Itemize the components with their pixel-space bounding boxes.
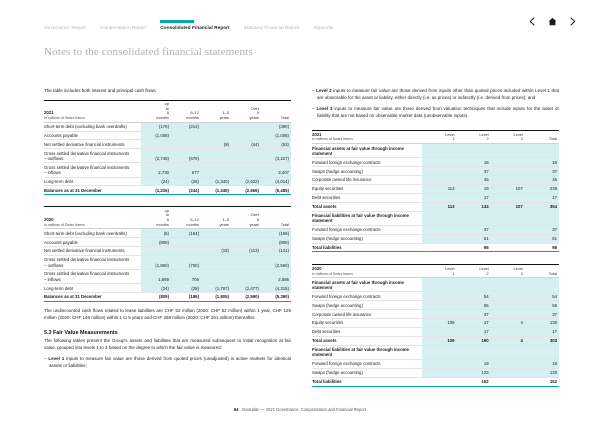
row-label: Equity securities: [312, 319, 422, 328]
table-total-row: [44, 186, 291, 195]
page-title: Notes to the consolidated financial statements: [44, 46, 253, 58]
table-row: [312, 225, 559, 234]
row-value: [491, 167, 525, 176]
row-label: Net settled derivative financial instruments: [44, 247, 141, 256]
row-value: 45: [525, 176, 559, 185]
row-value: (700): [171, 256, 201, 270]
row-value: (2,590): [231, 293, 261, 302]
row-value: [201, 122, 231, 131]
row-value: [422, 234, 456, 243]
column-header: 1–5 years: [201, 207, 231, 229]
row-value: (5): [141, 229, 171, 238]
row-label: Financial liabilities at fair value through income statement: [312, 345, 422, 359]
row-value: (4,316): [261, 284, 291, 293]
section-title-5-3: 5.3 Fair Value Measurements: [44, 330, 118, 337]
maturity-2021-header: [44, 100, 291, 122]
level3-text: inputs to measure fair value are those derived from valuation techniques that include inputs for the asset or liability that are not based on observable market data (unobservable inputs).: [317, 106, 559, 118]
footer-text: Givaudan — 2021 Governance, Compensation and Financial Report: [241, 407, 366, 412]
intro-paragraph: The table includes both interest and principal cash flows:: [44, 88, 157, 93]
level1-text: inputs to measure fair value are those derived from quoted prices (unadjusted) in active markets for identical assets or liabilities;: [49, 356, 291, 368]
row-value: 17: [457, 319, 491, 328]
row-value: [491, 359, 525, 368]
table-row: [312, 319, 559, 328]
row-value: [491, 327, 525, 336]
table-row: [312, 327, 559, 336]
column-header: Total: [261, 100, 291, 122]
row-value: [422, 301, 456, 310]
row-value: [422, 327, 456, 336]
maturity-table-2020: [44, 206, 291, 302]
row-value: (679): [171, 149, 201, 163]
row-value: [171, 140, 201, 149]
nav-item-appendix[interactable]: Appendix: [313, 25, 334, 30]
row-value: [422, 310, 456, 319]
row-value: 706: [171, 270, 201, 284]
row-label: Financial assets at fair value through income statement: [312, 278, 422, 292]
assets-total-row: [312, 336, 559, 345]
column-header: 1–5 years: [201, 100, 231, 122]
column-header: Total: [261, 207, 291, 229]
row-value: [491, 234, 525, 243]
row-value: 113: [422, 185, 456, 194]
table-row: [44, 238, 291, 247]
row-value: [422, 176, 456, 185]
row-value: [231, 149, 261, 163]
row-value: 130: [525, 319, 559, 328]
row-value: 37: [525, 310, 559, 319]
row-value: 19: [457, 359, 491, 368]
row-label: Forward foreign exchange contracts: [312, 292, 422, 301]
row-value: [231, 229, 261, 238]
column-header: Total: [525, 265, 559, 278]
row-value: 107: [491, 185, 525, 194]
table-row: [312, 368, 559, 377]
row-value: 45: [457, 176, 491, 185]
row-label: Total liabilities: [312, 243, 422, 252]
row-value: [201, 270, 231, 284]
column-header: Over 5 years: [231, 207, 261, 229]
row-value: 4: [491, 336, 525, 345]
row-value: [231, 163, 261, 177]
table-row: [312, 176, 559, 185]
row-value: [201, 256, 231, 270]
row-value: (53): [261, 140, 291, 149]
row-value: [422, 292, 456, 301]
row-value: 37: [525, 167, 559, 176]
level1-bullet: – Level 1 inputs to measure fair value are those derived from quoted prices (unadjusted) in active markets for identical assets or liabilities;: [44, 356, 291, 368]
right-column: [312, 88, 559, 387]
maturity-table-2021: [44, 100, 291, 196]
row-value: [422, 167, 456, 176]
row-value: [422, 158, 456, 167]
row-value: (390): [261, 122, 291, 131]
row-value: [422, 193, 456, 202]
column-header: up to 6 months: [141, 207, 171, 229]
page-footer: [0, 407, 600, 412]
row-value: [422, 211, 456, 225]
row-value: [491, 144, 525, 158]
level2-bullet: – Level 2 inputs to measure fair value are those derived from inputs other than quoted prices included within Level 1 that are observable for the asset or liability, either directly (i.e. as prices) or indirectly (i.e. derived from prices); and: [312, 88, 559, 100]
row-value: 134: [457, 202, 491, 211]
row-value: [422, 377, 456, 386]
table-row: [312, 359, 559, 368]
row-value: [491, 345, 525, 359]
row-value: (1,349): [201, 186, 231, 195]
row-value: 677: [171, 163, 201, 177]
table-row: [44, 149, 291, 163]
liabilities-total-row: [312, 377, 559, 386]
row-value: [201, 149, 231, 163]
row-value: [231, 131, 261, 140]
column-header: 6–12 months: [171, 207, 201, 229]
maturity-2020-header: [44, 207, 291, 229]
chevron-right-icon[interactable]: [570, 17, 576, 26]
row-value: 109: [422, 336, 456, 345]
row-value: [457, 144, 491, 158]
table-row: [44, 256, 291, 270]
row-value: (44): [231, 140, 261, 149]
row-value: 3,407: [261, 163, 291, 177]
table-row: [312, 310, 559, 319]
row-value: (24): [141, 177, 171, 186]
row-value: (24): [141, 284, 171, 293]
table-row: [44, 122, 291, 131]
row-value: (18): [201, 247, 231, 256]
row-value: 54: [457, 292, 491, 301]
level3-bullet: – Level 3 inputs to measure fair value are those derived from valuation techniques that include inputs for the asset or liability that are not based on observable market data (unobservable inputs).: [312, 106, 559, 118]
chevron-left-icon[interactable]: [529, 17, 535, 26]
row-label: Swaps (hedge accounting): [312, 301, 422, 310]
row-label: Balances as at 31 December: [44, 186, 141, 195]
lease-paragraph: The undiscounted cash flows related to lease liabilities are CHF 52 million (2020: CHF 52 million) within 1 year, CHF 129 million (2020: CHF 146 million) within 1 to 5 years and CHF 268 million (2020: CHF 261 million) thereafter.: [44, 308, 291, 320]
row-value: [457, 211, 491, 225]
row-label: Accounts payable: [44, 131, 141, 140]
row-label: Gross settled derivative financial instruments – outflows: [44, 149, 141, 163]
home-icon[interactable]: [548, 17, 557, 26]
row-value: (3,427): [261, 149, 291, 163]
row-value: 303: [525, 336, 559, 345]
row-label: Forward foreign exchange contracts: [312, 225, 422, 234]
table-row: [312, 301, 559, 310]
row-value: (169): [261, 229, 291, 238]
row-value: 61: [525, 234, 559, 243]
row-value: 113: [422, 202, 456, 211]
row-value: [231, 122, 261, 131]
fair-value-table-2020: [312, 264, 559, 386]
row-value: [201, 131, 231, 140]
row-value: [231, 270, 261, 284]
row-value: [422, 345, 456, 359]
column-header: Level 3: [491, 265, 525, 278]
row-value: (1,340): [201, 177, 231, 186]
table-row: [312, 193, 559, 202]
row-value: (113): [231, 247, 261, 256]
row-value: 239: [525, 185, 559, 194]
row-value: (186): [171, 293, 201, 302]
row-value: [491, 368, 525, 377]
row-value: (2,666): [231, 186, 261, 195]
row-value: (176): [141, 122, 171, 131]
row-value: 65: [457, 301, 491, 310]
row-value: [457, 345, 491, 359]
row-value: 54: [525, 292, 559, 301]
assets-section-header: [312, 144, 559, 158]
row-value: 17: [525, 327, 559, 336]
row-value: (1,860): [141, 256, 171, 270]
row-value: [491, 377, 525, 386]
row-value: [491, 158, 525, 167]
table-row: [312, 158, 559, 167]
liabilities-total-row: [312, 243, 559, 252]
row-value: [457, 278, 491, 292]
row-value: [422, 144, 456, 158]
row-value: 17: [457, 193, 491, 202]
row-value: [141, 140, 171, 149]
table-year-cell: 2021 in millions of Swiss francs: [44, 100, 141, 122]
row-value: 1,889: [141, 270, 171, 284]
row-label: Long-term debt: [44, 177, 141, 186]
row-value: (28): [171, 284, 201, 293]
row-value: 133: [525, 368, 559, 377]
column-header: Level 2: [457, 265, 491, 278]
table-year-cell: 2021 in millions of Swiss francs: [312, 131, 422, 144]
row-value: 37: [457, 310, 491, 319]
row-value: (1,008): [261, 131, 291, 140]
row-value: 2,730: [141, 163, 171, 177]
row-value: 152: [525, 377, 559, 386]
row-value: 4: [491, 319, 525, 328]
row-value: 2,595: [261, 270, 291, 284]
column-header: up to 6 months: [141, 100, 171, 122]
row-value: [422, 278, 456, 292]
nav-item-statutory-financial-report[interactable]: Statutory Financial Report: [243, 25, 300, 30]
liabilities-section-header: [312, 211, 559, 225]
row-label: Gross settled derivative financial instruments – inflows: [44, 270, 141, 284]
row-label: Swaps (hedge accounting): [312, 234, 422, 243]
row-label: Debt securities: [312, 193, 422, 202]
row-value: (1,008): [141, 131, 171, 140]
nav-item-compensation-report[interactable]: Compensation Report: [99, 25, 147, 30]
nav-item-consolidated-financial-report[interactable]: Consolidated Financial Report: [160, 20, 229, 30]
row-value: [201, 229, 231, 238]
row-label: Forward foreign exchange contracts: [312, 158, 422, 167]
row-value: 16: [525, 158, 559, 167]
row-value: (1,787): [201, 284, 231, 293]
fair-value-2020-header: [312, 265, 559, 278]
row-value: 37: [525, 225, 559, 234]
column-header: Over 5 years: [231, 100, 261, 122]
table-total-row: [44, 293, 291, 302]
row-value: (164): [171, 229, 201, 238]
nav-arrows: [529, 17, 576, 26]
row-value: [525, 211, 559, 225]
row-value: (4,014): [261, 177, 291, 186]
row-label: Total liabilities: [312, 377, 422, 386]
row-value: [171, 247, 201, 256]
row-value: [491, 243, 525, 252]
row-value: (2,560): [261, 256, 291, 270]
row-value: [491, 292, 525, 301]
row-value: 152: [457, 377, 491, 386]
row-value: (809): [141, 238, 171, 247]
row-value: (1,226): [141, 186, 171, 195]
row-value: (214): [171, 122, 201, 131]
row-value: [525, 345, 559, 359]
row-value: (2,477): [231, 284, 261, 293]
table-row: [312, 234, 559, 243]
row-label: Gross settled derivative financial instruments – inflows: [44, 163, 141, 177]
row-value: [201, 238, 231, 247]
nav-item-governance-report[interactable]: Governance Report: [44, 25, 86, 30]
row-value: [491, 278, 525, 292]
row-value: 190: [457, 336, 491, 345]
row-value: (28): [171, 177, 201, 186]
row-value: [491, 211, 525, 225]
row-value: [491, 225, 525, 234]
row-value: [171, 238, 201, 247]
column-header: Level 3: [491, 131, 525, 144]
column-header: Total: [525, 131, 559, 144]
row-value: 17: [457, 327, 491, 336]
top-navigation: [0, 14, 600, 36]
row-value: (244): [171, 186, 201, 195]
row-value: [231, 238, 261, 247]
row-value: 19: [457, 185, 491, 194]
nav-items: [44, 20, 333, 30]
row-value: [491, 310, 525, 319]
row-value: 17: [525, 193, 559, 202]
level3-label: Level 3: [316, 106, 333, 112]
row-value: [422, 368, 456, 377]
left-column: [44, 88, 291, 375]
row-value: [422, 359, 456, 368]
row-value: 107: [491, 202, 525, 211]
row-value: [231, 256, 261, 270]
table-row: [44, 177, 291, 186]
assets-section-header: [312, 278, 559, 292]
row-value: (2,622): [231, 177, 261, 186]
row-value: 354: [525, 202, 559, 211]
level2-label: Level 2: [316, 88, 332, 93]
row-value: (5,390): [261, 293, 291, 302]
section-paragraph: The following tables present the Group's assets and liabilities that are measured subsequent to initial recognition at fair value, grouped into levels 1 to 3 based on the degree to which the fair value is measured:: [44, 338, 291, 350]
table-row: [312, 167, 559, 176]
table-row: [44, 131, 291, 140]
row-value: 61: [457, 234, 491, 243]
level2-text: inputs to measure fair value are those derived from inputs other than quoted prices included within Level 1 that are observable for the asset or liability, either directly (i.e. as prices) or indirectly (i.e. derived from prices); and: [317, 88, 559, 100]
row-value: 98: [457, 243, 491, 252]
row-value: (2,748): [141, 149, 171, 163]
row-value: (809): [141, 293, 171, 302]
column-header: Level 2: [457, 131, 491, 144]
row-value: [201, 163, 231, 177]
row-label: Financial liabilities at fair value through income statement: [312, 211, 422, 225]
row-value: [491, 193, 525, 202]
table-row: [44, 229, 291, 238]
row-label: Balances as at 31 December: [44, 293, 141, 302]
row-value: [422, 243, 456, 252]
row-value: 98: [525, 243, 559, 252]
row-value: (1,805): [201, 293, 231, 302]
row-label: Gross settled derivative financial instruments – outflows: [44, 256, 141, 270]
row-value: [525, 278, 559, 292]
row-value: 65: [525, 301, 559, 310]
footer-page-number: 64: [233, 407, 239, 412]
table-year-cell: 2020 in millions of Swiss francs: [44, 207, 141, 229]
table-row: [44, 163, 291, 177]
row-label: Corporate owned life insurance: [312, 176, 422, 185]
fair-value-2021-header: [312, 131, 559, 144]
row-value: 109: [422, 319, 456, 328]
row-value: [525, 144, 559, 158]
column-header: 6–12 months: [171, 100, 201, 122]
column-header: Level 1: [422, 131, 456, 144]
table-row: [44, 247, 291, 256]
row-value: [141, 247, 171, 256]
column-header: Level 1: [422, 265, 456, 278]
table-row: [44, 284, 291, 293]
row-value: [491, 176, 525, 185]
table-row: [312, 185, 559, 194]
table-row: [312, 292, 559, 301]
row-value: 19: [525, 359, 559, 368]
fair-value-table-2021: [312, 130, 559, 252]
row-label: Accounts payable: [44, 238, 141, 247]
row-value: 16: [457, 158, 491, 167]
row-value: 133: [457, 368, 491, 377]
row-label: Financial assets at fair value through income statement: [312, 144, 422, 158]
assets-total-row: [312, 202, 559, 211]
row-value: (9): [201, 140, 231, 149]
row-label: Corporate owned life insurance: [312, 310, 422, 319]
row-label: Short-term debt (excluding bank overdrafts): [44, 229, 141, 238]
row-value: (5,485): [261, 186, 291, 195]
row-value: (131): [261, 247, 291, 256]
row-label: Net settled derivative financial instruments: [44, 140, 141, 149]
row-label: Total assets: [312, 336, 422, 345]
row-label: Swaps (hedge accounting): [312, 368, 422, 377]
row-label: Long-term debt: [44, 284, 141, 293]
table-row: [44, 140, 291, 149]
row-label: Short-term debt (excluding bank overdrafts): [44, 122, 141, 131]
row-value: (809): [261, 238, 291, 247]
row-value: [422, 225, 456, 234]
row-value: 37: [457, 167, 491, 176]
row-label: Debt securities: [312, 327, 422, 336]
level1-label: Level 1: [48, 356, 65, 362]
table-year-cell: 2020 in millions of Swiss francs: [312, 265, 422, 278]
row-label: Swaps (hedge accounting): [312, 167, 422, 176]
row-label: Forward foreign exchange contracts: [312, 359, 422, 368]
row-value: [491, 301, 525, 310]
row-label: Total assets: [312, 202, 422, 211]
table-row: [44, 270, 291, 284]
liabilities-section-header: [312, 345, 559, 359]
row-value: [171, 131, 201, 140]
row-label: Equity securities: [312, 185, 422, 194]
row-value: 37: [457, 225, 491, 234]
